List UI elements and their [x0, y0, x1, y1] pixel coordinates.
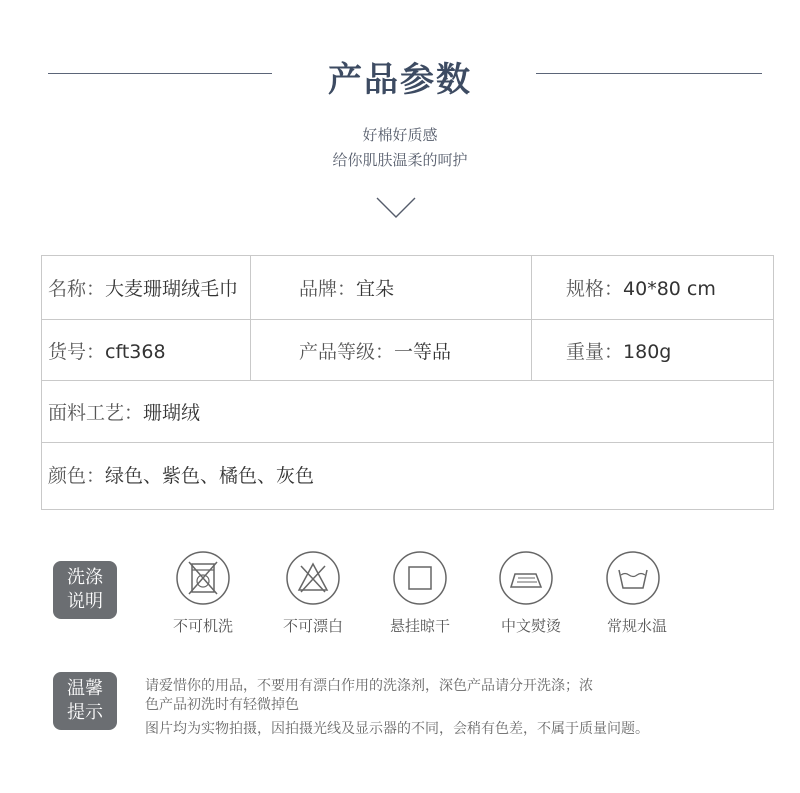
- tips-text-line-3: 图片均为实物拍摄，因拍摄光线及显示器的不同，会稍有色差，不属于质量问题。: [145, 721, 649, 737]
- tips-badge-line-2: 提示: [67, 702, 103, 723]
- grade-value: 一等品: [394, 340, 452, 363]
- no-machine-wash-icon: [175, 550, 231, 606]
- wash-badge-line-1: 洗涤: [67, 567, 103, 588]
- page-title: 产品参数: [328, 60, 472, 100]
- name-label: 名称：: [48, 278, 106, 300]
- name-cell: [42, 256, 251, 320]
- fabric-value: 珊瑚绒: [143, 402, 201, 424]
- subtitle-line-2: 给你肌肤温柔的呵护: [332, 151, 468, 169]
- grade-cell: [251, 320, 532, 381]
- tips-text-line-1: 请爱惜你的用品，不要用有漂白作用的洗涤剂，深色产品请分开洗涤；浓: [145, 678, 593, 694]
- tips-badge-line-1: 温馨: [67, 678, 103, 699]
- grade-label: 产品等级：: [299, 340, 395, 363]
- tips-text-line-2: 色产品初洗时有轻微掉色: [145, 697, 299, 713]
- normal-water-temp-icon: [605, 550, 661, 606]
- chevron-down-icon: [376, 196, 416, 220]
- size-cell: [532, 256, 774, 320]
- parameter-table: [41, 255, 774, 510]
- name-value: 大麦珊瑚绒毛巾: [105, 278, 239, 300]
- table-row: [42, 443, 774, 510]
- sku-cell: [42, 320, 251, 381]
- weight-cell: [532, 320, 774, 381]
- table-row: [42, 320, 774, 381]
- sku-value: cft368: [105, 340, 166, 363]
- wash-item-label: 不可机洗: [172, 617, 233, 635]
- wash-item-label: 中文熨烫: [500, 617, 561, 635]
- brand-cell: [251, 256, 532, 320]
- tips-badge: [53, 672, 117, 730]
- iron-icon: [498, 550, 554, 606]
- sku-label: 货号：: [48, 340, 106, 363]
- subtitle-line-1: 好棉好质感: [362, 126, 438, 144]
- table-row: [42, 256, 774, 320]
- wash-instructions-badge: [53, 561, 117, 619]
- line-dry-icon: [392, 550, 448, 606]
- fabric-label: 面料工艺：: [48, 402, 144, 424]
- wash-item-label: 常规水温: [606, 617, 667, 635]
- brand-label: 品牌：: [299, 278, 357, 300]
- table-row: [42, 381, 774, 443]
- color-label: 颜色：: [48, 465, 106, 487]
- weight-value: 180g: [623, 340, 672, 363]
- fabric-cell: [42, 381, 774, 443]
- wash-item-label: 不可漂白: [282, 617, 343, 635]
- color-value: 绿色、紫色、橘色、灰色: [105, 465, 315, 487]
- size-value: 40*80 cm: [623, 278, 716, 300]
- no-bleach-icon: [285, 550, 341, 606]
- color-cell: [42, 443, 774, 510]
- brand-value: 宜朵: [356, 278, 395, 300]
- weight-label: 重量：: [566, 340, 624, 363]
- wash-item-label: 悬挂晾干: [389, 617, 450, 635]
- size-label: 规格：: [566, 278, 624, 300]
- wash-badge-line-2: 说明: [67, 591, 103, 612]
